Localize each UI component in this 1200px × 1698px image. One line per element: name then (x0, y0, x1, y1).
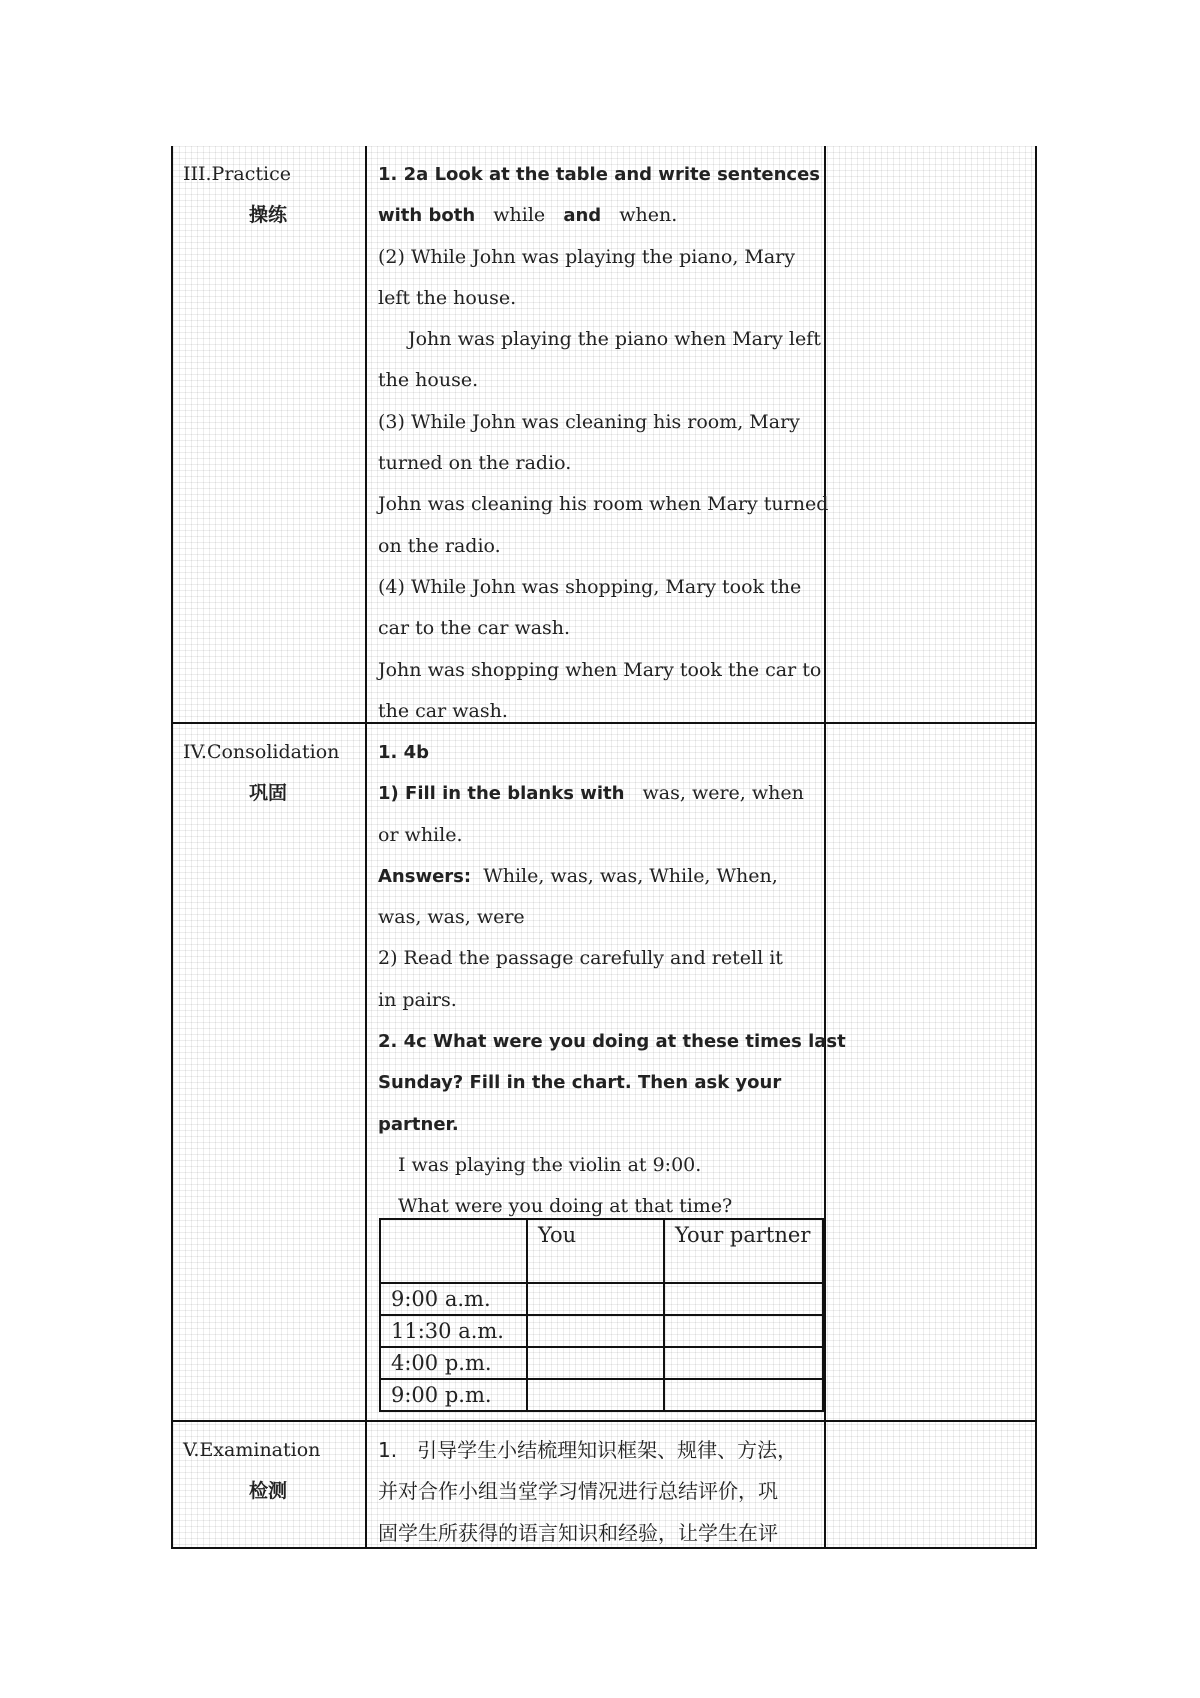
examination-content (378, 1430, 830, 1554)
practice-line: (3) While John was cleaning his room, Mary (378, 410, 800, 433)
examination-line: 固学生所获得的语言知识和经验，让学生在评 (378, 1520, 778, 1545)
stage-label-zh: 操练 (248, 204, 287, 226)
question-4c-cont: Sunday? Fill in the chart. Then ask your (378, 1072, 782, 1094)
chart-you-cell[interactable] (527, 1379, 664, 1411)
chart-partner-cell[interactable] (664, 1379, 823, 1411)
lesson-plan-table (171, 146, 1037, 1549)
practice-line: on the radio. (378, 534, 501, 557)
practice-content (378, 154, 830, 732)
practice-heading-line2: with both while and when. (378, 204, 678, 227)
chart-partner-cell[interactable] (664, 1347, 823, 1379)
fill-instruction-cont: or while. (378, 823, 463, 846)
question-4c: 2. 4c What were you doing at these times last (378, 1031, 846, 1053)
practice-heading-line1: 1. 2a Look at the table and write sentences (378, 164, 821, 185)
practice-line: John was shopping when Mary took the car to (378, 658, 822, 681)
practice-line: (4) While John was shopping, Mary took the (378, 575, 802, 598)
chart-row (380, 1283, 823, 1315)
chart-time-cell: 9:00 a.m. (380, 1283, 527, 1315)
chart-header-cell (380, 1219, 527, 1283)
consolidation-content (378, 732, 846, 1228)
answers-line: Answers: While, was, was, While, When, (378, 864, 778, 887)
column-divider-1 (365, 146, 367, 1547)
stage-examination (173, 1430, 363, 1512)
chart-you-cell[interactable] (527, 1283, 664, 1315)
activity-chart (379, 1218, 824, 1412)
practice-line: the house. (378, 369, 479, 392)
chart-header-row (380, 1219, 823, 1283)
examination-line: 并对合作小组当堂学习情况进行总结评价，巩 (378, 1479, 778, 1504)
stage-consolidation (173, 732, 363, 814)
stage-label-en: IV.Consolidation (183, 741, 340, 763)
stage-label-en: III.Practice (183, 163, 291, 185)
chart-you-cell[interactable] (527, 1347, 664, 1379)
retell-instruction-cont: in pairs. (378, 988, 457, 1011)
example-question: What were you doing at that time? (398, 1195, 733, 1218)
consolidation-item-1: 1. 4b (378, 742, 430, 763)
example-sentence: I was playing the violin at 9:00. (398, 1153, 702, 1176)
stage-label-zh: 巩固 (248, 782, 287, 804)
stage-practice (173, 154, 363, 236)
chart-partner-cell[interactable] (664, 1283, 823, 1315)
practice-line: the car wash. (378, 699, 508, 722)
chart-partner-cell[interactable] (664, 1315, 823, 1347)
chart-header-cell: Your partner (664, 1219, 823, 1283)
practice-line: John was cleaning his room when Mary turned (378, 493, 829, 516)
practice-line: left the house. (378, 286, 517, 309)
chart-header-cell: You (527, 1219, 664, 1283)
practice-line: (2) While John was playing the piano, Mary (378, 245, 795, 268)
retell-instruction: 2) Read the passage carefully and retell it (378, 947, 783, 970)
answers-line-cont: was, was, were (378, 906, 525, 929)
row-divider-2 (173, 1420, 1035, 1422)
fill-instruction: 1) Fill in the blanks with was, were, when (378, 782, 804, 805)
practice-line: John was playing the piano when Mary left (408, 328, 821, 351)
practice-line: car to the car wash. (378, 617, 571, 640)
chart-row (380, 1379, 823, 1411)
chart-you-cell[interactable] (527, 1315, 664, 1347)
chart-time-cell: 11:30 a.m. (380, 1315, 527, 1347)
examination-line: 1. 引导学生小结梳理知识框架、规律、方法， (378, 1438, 798, 1462)
chart-time-cell: 9:00 p.m. (380, 1379, 527, 1411)
chart-row (380, 1315, 823, 1347)
stage-label-en: V.Examination (183, 1439, 321, 1461)
stage-label-zh: 检测 (248, 1480, 287, 1502)
chart-row (380, 1347, 823, 1379)
question-4c-end: partner. (378, 1113, 459, 1135)
practice-line: turned on the radio. (378, 452, 572, 475)
chart-time-cell: 4:00 p.m. (380, 1347, 527, 1379)
